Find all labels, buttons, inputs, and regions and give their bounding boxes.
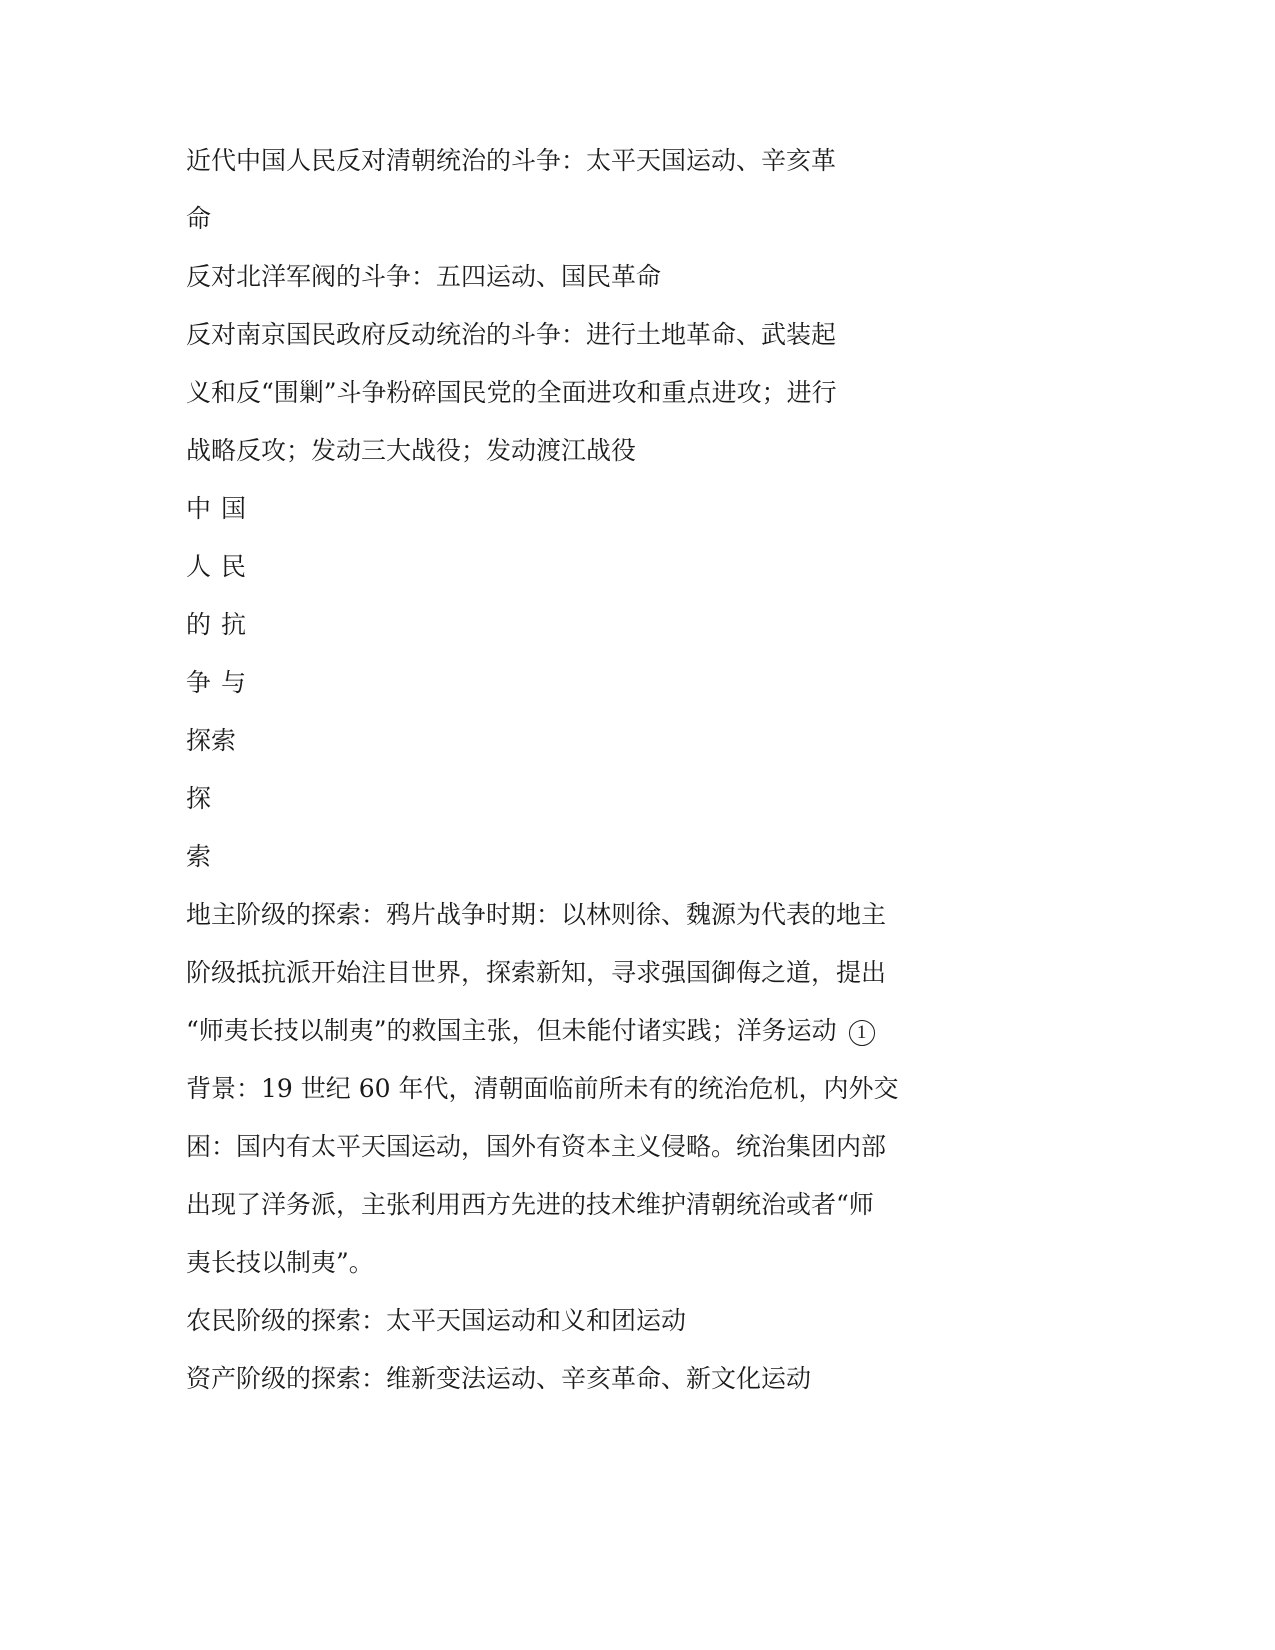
text-line: 夷长技以制夷”。 — [186, 1248, 374, 1277]
text-line: 命 — [186, 204, 212, 233]
text-line: 反对北洋军阀的斗争：五四运动、国民革命 — [186, 262, 662, 291]
heading-fragment: 中国 — [186, 494, 257, 523]
text-line: 义和反“围剿”斗争粉碎国民党的全面进攻和重点进攻；进行 — [186, 378, 837, 407]
heading-fragment: 人民 — [186, 552, 257, 581]
circled-number-marker: 1 — [849, 1020, 875, 1046]
text-line: 地主阶级的探索：鸦片战争时期：以林则徐、魏源为代表的地主 — [186, 900, 887, 929]
text-line: 农民阶级的探索：太平天国运动和义和团运动 — [186, 1306, 687, 1335]
text-line: 背景：19 世纪 60 年代，清朝面临前所未有的统治危机，内外交 — [186, 1074, 899, 1103]
heading-fragment: 探索 — [186, 726, 237, 755]
text-line: 战略反攻；发动三大战役；发动渡江战役 — [186, 436, 637, 465]
text-line — [186, 1016, 875, 1046]
text-line: 反对南京国民政府反动统治的斗争：进行土地革命、武装起 — [186, 320, 837, 349]
text-line: 出现了洋务派，主张利用西方先进的技术维护清朝统治或者“师 — [186, 1190, 874, 1219]
heading-fragment: 争与 — [186, 668, 257, 697]
heading-fragment: 索 — [186, 842, 212, 871]
heading-fragment: 探 — [186, 784, 212, 813]
text-line: 近代中国人民反对清朝统治的斗争：太平天国运动、辛亥革 — [186, 146, 837, 175]
heading-fragment: 的抗 — [186, 610, 257, 639]
text-line: 资产阶级的探索：维新变法运动、辛亥革命、新文化运动 — [186, 1364, 812, 1393]
text-line: 阶级抵抗派开始注目世界，探索新知，寻求强国御侮之道，提出 — [186, 958, 887, 987]
text-line-content: “师夷长技以制夷”的救国主张，但未能付诸实践；洋务运动 — [186, 1016, 837, 1045]
text-line: 困：国内有太平天国运动，国外有资本主义侵略。统治集团内部 — [186, 1132, 887, 1161]
